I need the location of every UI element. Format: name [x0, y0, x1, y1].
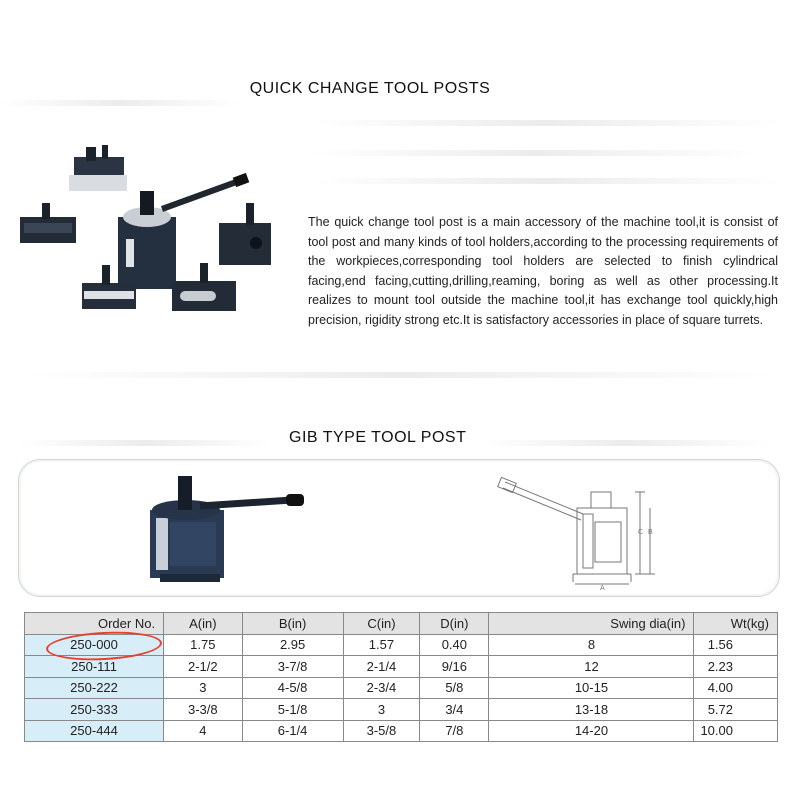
table-row: [25, 677, 778, 699]
b-cell: 5-1/8: [242, 699, 343, 721]
c-cell: 3-5/8: [343, 720, 420, 742]
table-row: [25, 656, 778, 678]
scan-smudge: [310, 178, 780, 184]
b-cell: 3-7/8: [242, 656, 343, 678]
dim-label-c: C: [638, 529, 644, 536]
wt-cell: 5.72: [694, 699, 778, 721]
section-title: GIB TYPE TOOL POST: [289, 429, 467, 446]
wt-cell: 4.00: [694, 677, 778, 699]
col-c: C(in): [343, 613, 420, 635]
d-cell: 3/4: [420, 699, 489, 721]
a-cell: 3: [164, 677, 243, 699]
tool-post-set-photo: [14, 145, 304, 340]
table-row: [25, 720, 778, 742]
a-cell: 2-1/2: [164, 656, 243, 678]
b-cell: 6-1/4: [242, 720, 343, 742]
gib-tool-post-photo: [140, 470, 320, 590]
wt-cell: 10.00: [694, 720, 778, 742]
order-no-cell: 250-444: [25, 720, 164, 742]
gib-tool-post-drawing: [495, 472, 675, 590]
scan-smudge: [0, 100, 240, 106]
dim-label-a: A: [600, 585, 605, 590]
spec-table: [24, 612, 778, 742]
col-b: B(in): [242, 613, 343, 635]
scan-smudge: [20, 372, 780, 378]
scan-smudge: [480, 440, 770, 446]
scan-smudge: [310, 150, 760, 156]
table-header-row: [25, 613, 778, 635]
swing-cell: 12: [489, 656, 694, 678]
d-cell: 0.40: [420, 634, 489, 656]
order-no-cell: 250-111: [25, 656, 164, 678]
b-cell: 2.95: [242, 634, 343, 656]
page-title: QUICK CHANGE TOOL POSTS: [249, 80, 491, 97]
table-row: [25, 699, 778, 721]
order-no-cell: 250-000: [25, 634, 164, 656]
a-cell: 3-3/8: [164, 699, 243, 721]
col-d: D(in): [420, 613, 489, 635]
d-cell: 7/8: [420, 720, 489, 742]
scan-smudge: [20, 440, 270, 446]
b-cell: 4-5/8: [242, 677, 343, 699]
scan-smudge: [310, 120, 780, 126]
col-wt: Wt(kg): [694, 613, 778, 635]
d-cell: 9/16: [420, 656, 489, 678]
c-cell: 1.57: [343, 634, 420, 656]
tool-holder-right: [219, 203, 271, 265]
col-swing-dia: Swing dia(in): [489, 613, 694, 635]
tool-holder-left: [20, 203, 76, 243]
c-cell: 2-3/4: [343, 677, 420, 699]
col-order-no: Order No.: [25, 613, 164, 635]
tool-holder-bottom-right: [172, 263, 236, 311]
col-a: A(in): [164, 613, 243, 635]
order-no-cell: 250-222: [25, 677, 164, 699]
swing-cell: 13-18: [489, 699, 694, 721]
swing-cell: 10-15: [489, 677, 694, 699]
c-cell: 3: [343, 699, 420, 721]
swing-cell: 8: [489, 634, 694, 656]
wt-cell: 1.56: [694, 634, 778, 656]
wt-cell: 2.23: [694, 656, 778, 678]
a-cell: 1.75: [164, 634, 243, 656]
swing-cell: 14-20: [489, 720, 694, 742]
order-no-cell: 250-333: [25, 699, 164, 721]
c-cell: 2-1/4: [343, 656, 420, 678]
dim-label-b: B: [648, 529, 653, 536]
description-text: The quick change tool post is a main accessory of the machine tool,it is consist of tool post and many kinds of tool holders,according to the processing requirements of the workpieces,corresponding tool holders are selected to finish cylindrical facing,end facing,cutting,drilling,reaming, boring as well as other processing.It realizes to mount tool outside the machine tool,it has exchange tool quickly,high precision, rigidity strong etc.It is satisfactory accessories in place of square turrets.: [308, 215, 778, 327]
d-cell: 5/8: [420, 677, 489, 699]
tool-holder-top: [69, 145, 127, 191]
a-cell: 4: [164, 720, 243, 742]
